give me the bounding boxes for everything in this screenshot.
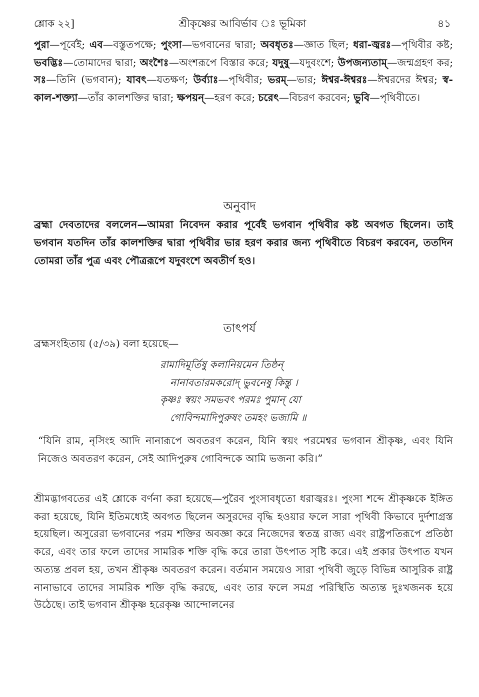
page-number: ৪১ [437, 18, 451, 30]
synonym-entry: ভুবি—পৃথিবীতে। [353, 92, 421, 105]
synonym-entry: পুংসা—ভগবানের দ্বারা; [160, 39, 261, 51]
synonym-entry: ঈশ্বর-ঈশ্বরঃ—ঈশ্বরদের ঈশ্বর; [321, 74, 443, 87]
synonym-entry: সঃ—তিনি (ভগবান); [34, 74, 127, 87]
verse-translation-quote: “যিনি রাম, নৃসিংহ আদি নানারূপে অবতরণ করেন, যিনি স্বয়ং পরমেশ্বর ভগবান শ্রীকৃষ্ণ, এবং যিনি নিজেও অবতরণ করেন, সেই আদিপুরুষ গোবিন্দকে আমি ভজনা করি।” [38, 436, 453, 465]
verse-number: শ্লোক ২২] [34, 19, 75, 30]
synonym-entry: স্ব-কাল-শক্ত্যা—তাঁর কালশক্তির দ্বারা; [34, 74, 453, 105]
synonym-entry: ভবদ্ভিঃ—তোমাদের দ্বারা; [34, 56, 140, 69]
synonym-entry: ক্ষপয়ন্—হরণ করে; [176, 92, 259, 105]
purport-heading: তাৎপর্য [223, 321, 256, 335]
translation-text: ব্রহ্মা দেবতাদের বললেন—আমরা নিবেদন করার পূর্বেই ভগবান পৃথিবীর কষ্ট অবগত ছিলেন। তাই ভগবান যতদিন তাঁর কালশক্তির দ্বারা পৃথিবীর ভার হরণ করার জন্য পৃথিবীতে বিচরণ করবেন, ততদিন তোমরা তাঁর পুত্র এবং পৌত্ররূপে যদুবংশে অবতীর্ণ হও। [34, 219, 453, 267]
purport-intro: ব্রহ্মসংহিতায় (৫/৩৯) বলা হয়েছে— [34, 339, 179, 350]
synonym-entry: উর্ব্যাঃ—পৃথিবীর; [193, 74, 268, 87]
synonym-entry: এব—বস্তুতপক্ষে; [89, 39, 161, 51]
purport-body: শ্রীমদ্ভাগবতের এই শ্লোকে বর্ণনা করা হয়েছে—পুরৈব পুংসাবধৃতো ধরাজ্বরঃ। পুংসা শব্দে শ্রীকৃষ্ণকে ইঙ্গিত করা হয়েছে, যিনি ইতিমধ্যেই অবগত ছিলেন অসুরদের বৃদ্ধি হওয়ার ফলে সারা পৃথিবী কিভাবে দুর্দশাগ্রস্ত হয়েছিল। অসুরেরা ভগবানের পরম শক্তির অবজ্ঞা করে নিজেদের স্বতন্ত্র রাজ্য এবং রাষ্ট্রপতিরূপে প্রতিষ্ঠা করে, এবং তার ফলে তাদের সামরিক শক্তি বৃদ্ধি করে তারা উৎপাত সৃষ্টি করে। এই প্রকার উৎপাত যখন অত্যন্ত প্রবল হয়, তখন শ্রীকৃষ্ণ অবতরণ করেন। বর্তমান সময়েও সারা পৃথিবী জুড়ে বিভিন্ন আসুরিক রাষ্ট্র নানাভাবে তাদের সামরিক শক্তি বৃদ্ধি করছে, এবং তার ফলে সমগ্র পরিস্থিতি অত্যন্ত দুঃখজনক হয়ে উঠেছে। তাই ভগবান শ্রীকৃষ্ণ হরেকৃষ্ণ আন্দোলনের [34, 494, 453, 612]
synonym-entry: পুরা—পূর্বেই; [34, 39, 90, 51]
synonym-entry: যদুষু—যদুবংশে; [272, 56, 338, 69]
sanskrit-verse [34, 357, 453, 427]
running-head [34, 17, 451, 31]
chapter-title: শ্রীকৃষ্ণের আবির্ভাব ঃ ভূমিকা [178, 18, 307, 30]
synonym-entry: উপজন্যতাম্—জন্মগ্রহণ কর; [337, 56, 453, 69]
synonym-entry: অবধৃতঃ—জ্ঞাত ছিল; [260, 39, 354, 51]
translation-heading: অনুবাদ [223, 199, 256, 213]
synonym-entry: ধরা-জ্বরঃ—পৃথিবীর কষ্ট; [353, 39, 453, 51]
synonym-entry: চরেৎ—বিচরণ করবেন; [258, 92, 354, 105]
synonym-entry: যাবৎ—যতক্ষণ; [126, 74, 194, 87]
synonyms [34, 37, 453, 108]
verse-line: নানাবতারমকরোদ্ ভুবনেষু কিন্তু । [170, 377, 298, 389]
verse-line: কৃষ্ণঃ স্বয়ং সমভবৎ পরমঃ পুমান্ যো [160, 395, 301, 406]
synonym-entry: ভরম্—ভার; [267, 74, 322, 87]
synonym-entry: অংশৈঃ—অংশরূপে বিস্তার করে; [139, 56, 273, 69]
verse-line: গোবিন্দমাদিপুরুষং তমহং ভজামি ॥ [170, 412, 307, 424]
verse-line: রামাদিমূর্তিষু কলানিয়মেন তিষ্ঠন্ [160, 360, 284, 371]
